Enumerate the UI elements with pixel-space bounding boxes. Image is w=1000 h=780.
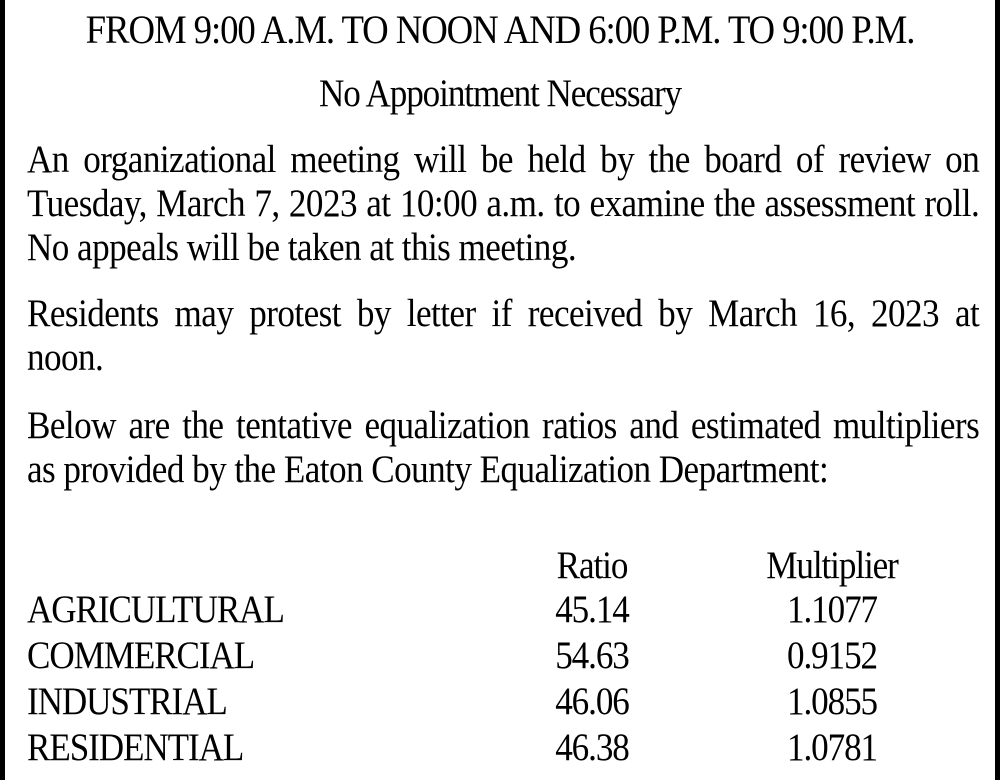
table-row: [27, 680, 987, 724]
category-cell: RESIDENTIAL: [27, 726, 244, 769]
appointment-line: No Appointment Necessary: [318, 72, 682, 115]
multiplier-cell: 1.0855: [786, 680, 878, 723]
protest-paragraph: Residents may protest by letter if received by March 16, 2023 at noon.: [27, 292, 980, 379]
table-row: [27, 726, 987, 770]
ratio-column-header: Ratio: [556, 544, 628, 587]
table-row: [27, 634, 987, 678]
ratio-cell: 54.63: [555, 634, 629, 677]
category-cell: COMMERCIAL: [27, 634, 255, 677]
multiplier-cell: 0.9152: [786, 634, 878, 677]
multiplier-cell: 1.0781: [786, 726, 878, 769]
category-cell: AGRICULTURAL: [27, 588, 284, 631]
ratios-intro-paragraph: Below are the tentative equalization ratios and estimated multipliers as provided by the Eaton County Equalization Department:: [27, 404, 980, 491]
ratio-cell: 46.06: [555, 680, 629, 723]
ratio-cell: 46.38: [555, 726, 629, 769]
category-cell: INDUSTRIAL: [27, 680, 227, 723]
ratio-table-header: [27, 544, 987, 588]
table-row: [27, 588, 987, 632]
multiplier-column-header: Multiplier: [766, 544, 898, 587]
ratio-cell: 45.14: [555, 588, 629, 631]
organizational-meeting-paragraph: An organizational meeting will be held by the board of review on Tuesday, March 7, 2023 at 10:00 a.m. to examine the assessment roll. No appeals will be taken at this meeting.: [27, 138, 980, 269]
hours-line: FROM 9:00 A.M. TO NOON AND 6:00 P.M. TO 9:00 P.M.: [85, 7, 915, 52]
multiplier-cell: 1.1077: [786, 588, 878, 631]
